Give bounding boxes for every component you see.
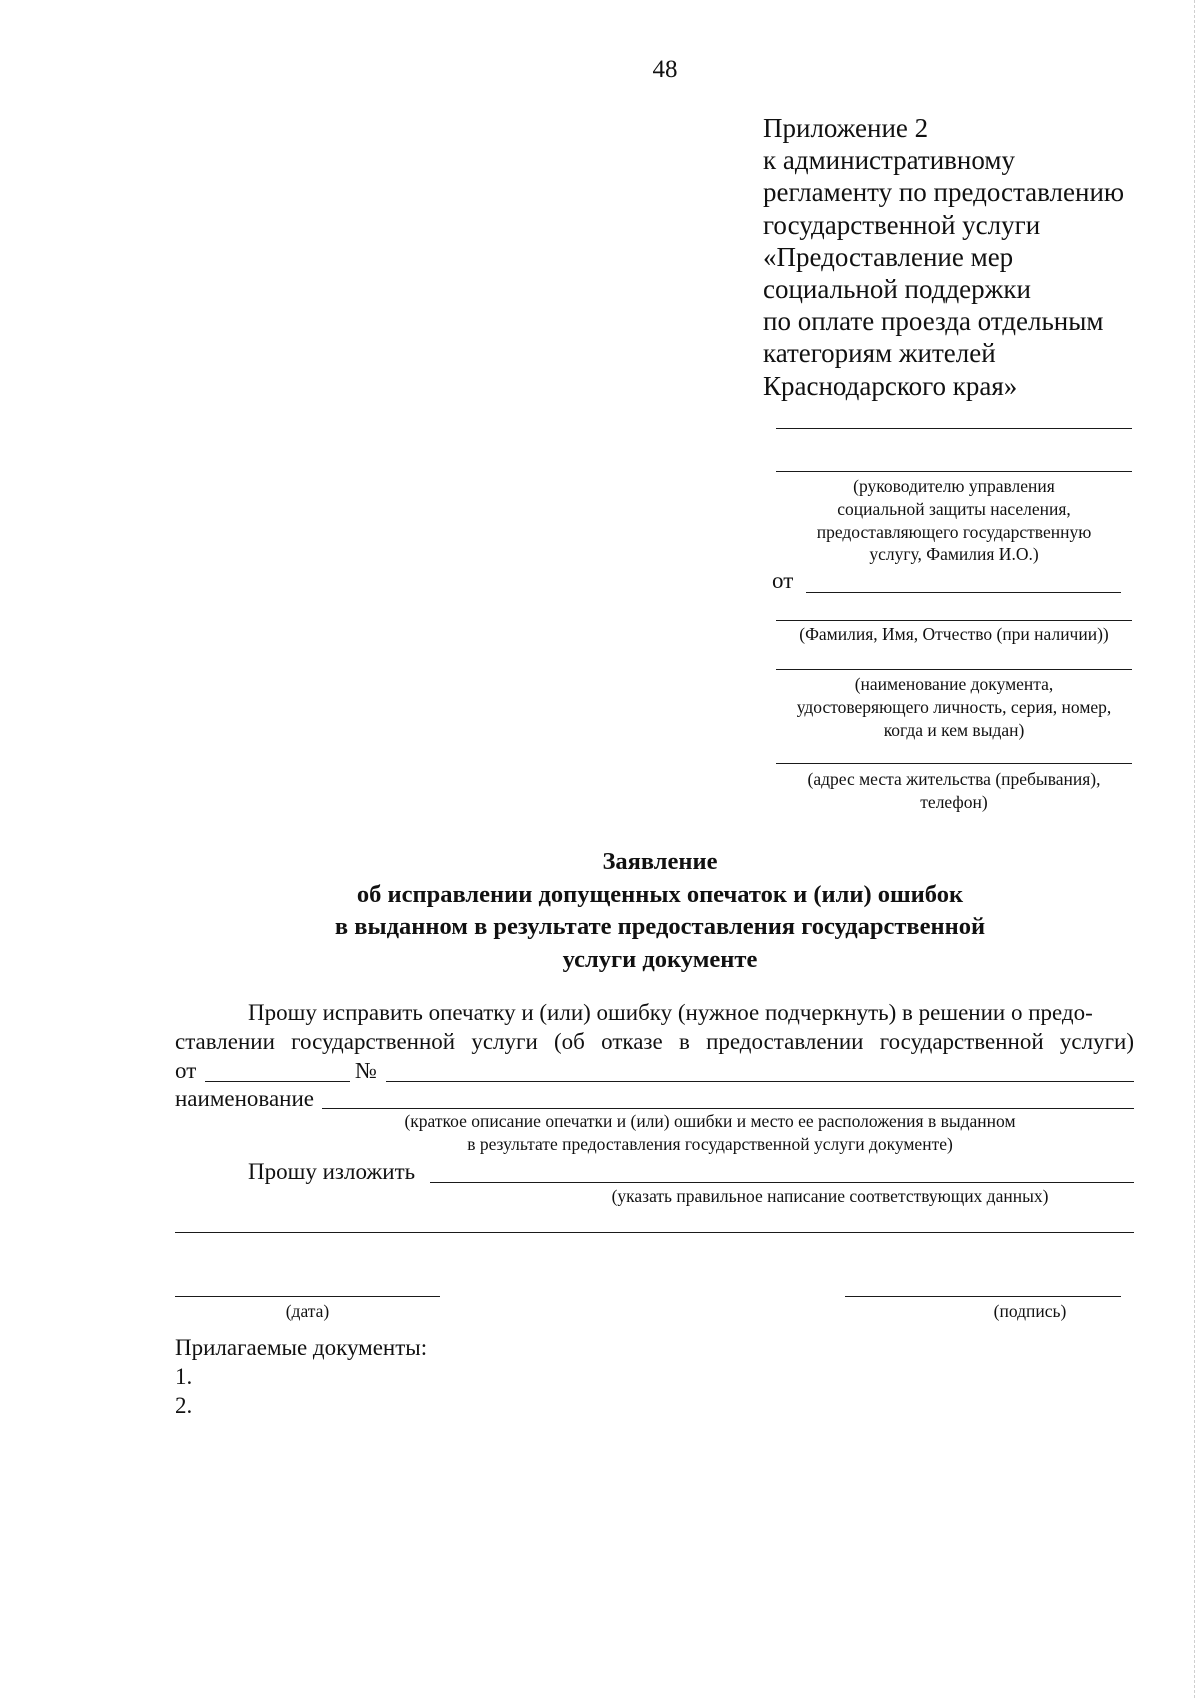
name-field[interactable] <box>322 1108 1134 1109</box>
name-label: наименование <box>175 1086 314 1111</box>
decision-date-field[interactable] <box>205 1081 350 1082</box>
state-label: Прошу изложить <box>248 1159 416 1184</box>
description-hint <box>280 1110 1140 1156</box>
correct-data-field-line-2[interactable] <box>175 1232 1134 1233</box>
address-hint <box>776 768 1132 814</box>
appendix-line: социальной поддержки <box>763 274 1031 305</box>
recipient-field-line-2[interactable] <box>776 471 1132 472</box>
description-hint-line: (краткое описание опечатки и (или) ошибки и место ее расположения в выданном <box>404 1111 1016 1131</box>
request-paragraph-line-1: Прошу исправить опечатку и (или) ошибку (нужное подчеркнуть) в решении о предо- <box>248 1000 1093 1025</box>
document-title <box>130 846 1190 976</box>
description-hint-line: в результате предоставления государственной услуги документе) <box>467 1133 953 1154</box>
title-line: в выданном в результате предоставления государственной <box>334 913 986 940</box>
recipient-hint <box>776 475 1132 566</box>
address-field-line[interactable] <box>776 763 1132 764</box>
fio-field-line[interactable] <box>776 620 1132 621</box>
id-doc-field-line[interactable] <box>776 669 1132 670</box>
title-line: услуги документе <box>562 945 758 973</box>
attachment-item: 1. <box>175 1364 193 1389</box>
title-line: Заявление <box>602 848 718 875</box>
appendix-line: «Предоставление мер <box>763 241 1014 272</box>
appendix-line: Краснодарского края» <box>763 370 1018 401</box>
date-field[interactable] <box>175 1296 440 1297</box>
appendix-line: Приложение 2 <box>763 113 929 143</box>
page-number: 48 <box>652 56 678 83</box>
id-doc-hint-line: удостоверяющего личность, серия, номер, <box>796 696 1112 717</box>
recipient-hint-line: (руководителю управления <box>853 476 1055 496</box>
date-hint: (дата) <box>285 1301 330 1321</box>
appendix-line: государственной услуги <box>763 209 1041 240</box>
decision-number-field[interactable] <box>386 1081 1134 1082</box>
attachments-label: Прилагаемые документы: <box>175 1335 428 1360</box>
recipient-field-line-1[interactable] <box>776 428 1132 429</box>
appendix-header <box>763 112 1183 402</box>
correct-data-field[interactable] <box>430 1182 1134 1183</box>
recipient-hint-line: услугу, Фамилия И.О.) <box>869 544 1039 565</box>
date-from-label: от <box>175 1058 197 1083</box>
number-label: № <box>355 1058 377 1083</box>
scan-edge-line <box>1194 0 1195 1698</box>
appendix-line: к административному <box>763 145 1015 176</box>
id-doc-hint <box>766 673 1142 741</box>
appendix-line: категориям жителей <box>763 338 996 369</box>
id-doc-hint-line: когда и кем выдан) <box>883 719 1025 740</box>
correct-data-hint: (указать правильное написание соответствующих данных) <box>611 1186 1049 1206</box>
appendix-line: по оплате проезда отдельным <box>763 306 1104 337</box>
id-doc-hint-line: (наименование документа, <box>854 674 1054 694</box>
fio-hint: (Фамилия, Имя, Отчество (при наличии)) <box>799 624 1109 644</box>
request-paragraph-line-2: ставлении государственной услуги (об отказе в предоставлении государственной услуги) <box>175 1029 1134 1054</box>
recipient-hint-line: социальной защиты населения, <box>837 498 1071 519</box>
address-hint-line: телефон) <box>920 791 988 812</box>
signature-field[interactable] <box>845 1296 1121 1297</box>
title-line: об исправлении допущенных опечаток и (или) ошибок <box>356 880 964 908</box>
from-label: от <box>772 568 794 593</box>
from-field-line[interactable] <box>806 592 1121 593</box>
signature-hint: (подпись) <box>993 1301 1067 1321</box>
appendix-line: регламенту по предоставлению <box>763 177 1125 208</box>
recipient-hint-line: предоставляющего государственную <box>816 521 1092 542</box>
attachment-item: 2. <box>175 1393 193 1418</box>
address-hint-line: (адрес места жительства (пребывания), <box>807 769 1101 789</box>
